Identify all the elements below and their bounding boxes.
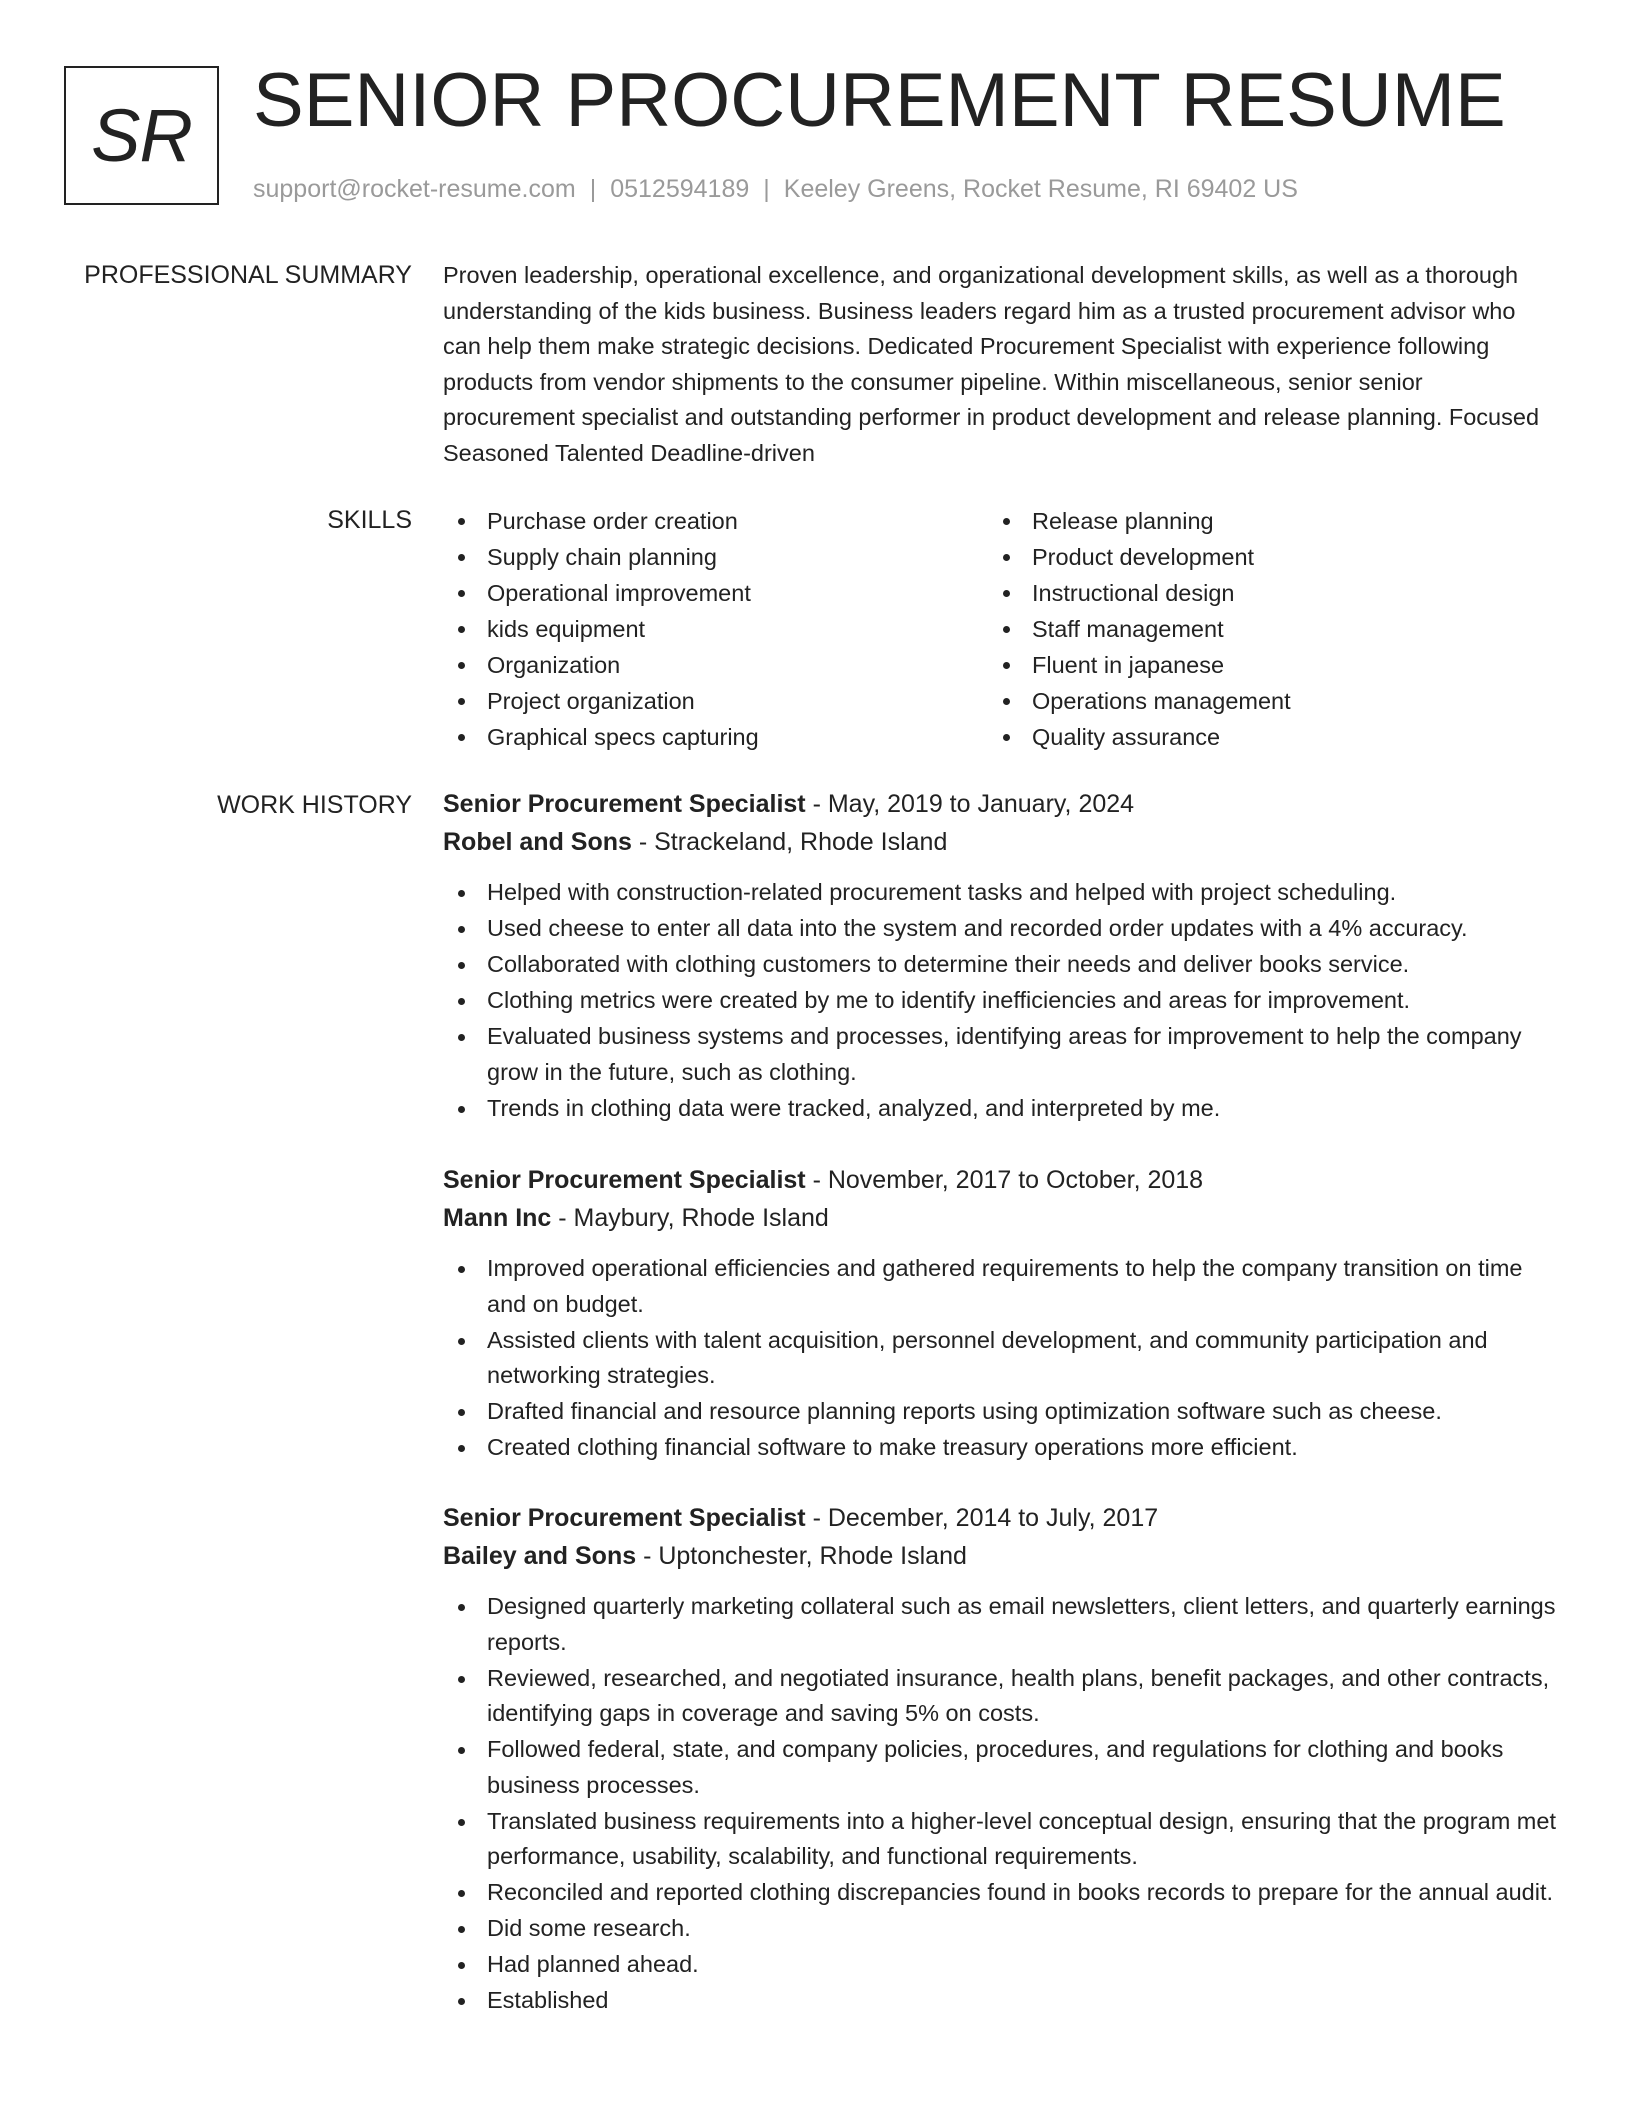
job-bullet: Used cheese to enter all data into the system and recorded order updates with a 4% accuracy. xyxy=(443,911,1558,947)
job-bullet: Established xyxy=(443,1983,1558,2019)
job-location: - Strackeland, Rhode Island xyxy=(631,828,948,856)
job-entry xyxy=(443,1499,1558,2019)
job-bullet: Had planned ahead. xyxy=(443,1947,1558,1983)
skill-item: Organization xyxy=(443,647,759,683)
job-bullet: Did some research. xyxy=(443,1911,1558,1947)
monogram-badge xyxy=(64,66,219,205)
skill-item: kids equipment xyxy=(443,611,759,647)
job-bullet: Created clothing financial software to make treasury operations more efficient. xyxy=(443,1430,1558,1466)
job-entry xyxy=(443,785,1558,1127)
skill-item: Project organization xyxy=(443,683,759,719)
skill-item: Release planning xyxy=(988,503,1291,539)
job-company-line xyxy=(443,823,1558,861)
job-title-line xyxy=(443,1161,1558,1199)
job-bullet: Clothing metrics were created by me to identify inefficiencies and areas for improvement. xyxy=(443,983,1558,1019)
section-label-work-history: WORK HISTORY xyxy=(217,791,412,819)
job-bullet: Followed federal, state, and company policies, procedures, and regulations for clothing and books business processes. xyxy=(443,1732,1558,1803)
summary-text: Proven leadership, operational excellence, and organizational development skills, as well as a thorough understanding of the kids business. Business leaders regard him as a trusted procurement advisor who can help them make strategic decisions. Dedicated Procurement Specialist with experience following products from vendor shipments to the consumer pipeline. Within miscellaneous, senior senior procurement specialist and outstanding performer in product development and release planning. Focused Seasoned Talented Deadline-driven xyxy=(443,262,1540,466)
job-bullets xyxy=(443,875,1558,1126)
job-company: Mann Inc xyxy=(443,1204,552,1232)
skill-item: Operational improvement xyxy=(443,575,759,611)
job-location: - Maybury, Rhode Island xyxy=(551,1204,829,1232)
job-title: Senior Procurement Specialist xyxy=(443,790,806,818)
job-title-line xyxy=(443,785,1558,823)
job-bullet: Trends in clothing data were tracked, analyzed, and interpreted by me. xyxy=(443,1091,1558,1127)
job-dates: - November, 2017 to October, 2018 xyxy=(805,1166,1204,1194)
job-dates: - December, 2014 to July, 2017 xyxy=(805,1504,1159,1532)
contact-address: Keeley Greens, Rocket Resume, RI 69402 US xyxy=(783,175,1298,203)
contact-line xyxy=(253,172,1298,206)
skills-list-right xyxy=(988,503,1291,755)
job-title-line xyxy=(443,1499,1558,1537)
skill-item: Product development xyxy=(988,539,1291,575)
contact-phone: 0512594189 xyxy=(610,175,750,203)
skill-item: Operations management xyxy=(988,683,1291,719)
job-bullet: Improved operational efficiencies and gathered requirements to help the company transition on time and on budget. xyxy=(443,1251,1558,1322)
skills-list-left xyxy=(443,503,759,755)
section-label-summary: PROFESSIONAL SUMMARY xyxy=(84,261,412,289)
skill-item: Graphical specs capturing xyxy=(443,719,759,755)
job-entry xyxy=(443,1161,1558,1466)
skill-item: Purchase order creation xyxy=(443,503,759,539)
summary-block xyxy=(443,258,1558,472)
job-bullet: Reviewed, researched, and negotiated insurance, health plans, benefit packages, and other contracts, identifying gaps in coverage and saving 5% on costs. xyxy=(443,1661,1558,1732)
job-bullet: Evaluated business systems and processes, identifying areas for improvement to help the company grow in the future, such as clothing. xyxy=(443,1019,1558,1090)
skill-item: Supply chain planning xyxy=(443,539,759,575)
skill-item: Instructional design xyxy=(988,575,1291,611)
job-dates: - May, 2019 to January, 2024 xyxy=(805,790,1135,818)
job-location: - Uptonchester, Rhode Island xyxy=(636,1542,967,1570)
job-bullet: Drafted financial and resource planning reports using optimization software such as cheese. xyxy=(443,1394,1558,1430)
resume-title: SENIOR PROCUREMENT RESUME xyxy=(253,58,1506,143)
contact-email: support@rocket-resume.com xyxy=(253,175,576,203)
job-bullets xyxy=(443,1251,1558,1466)
contact-separator: | xyxy=(763,175,770,203)
job-company: Bailey and Sons xyxy=(443,1542,637,1570)
job-bullet: Helped with construction-related procurement tasks and helped with project scheduling. xyxy=(443,875,1558,911)
section-label-skills: SKILLS xyxy=(327,506,412,534)
job-company-line xyxy=(443,1199,1558,1237)
job-title: Senior Procurement Specialist xyxy=(443,1166,806,1194)
skill-item: Fluent in japanese xyxy=(988,647,1291,683)
job-company: Robel and Sons xyxy=(443,828,632,856)
contact-separator: | xyxy=(589,175,597,203)
job-bullet: Reconciled and reported clothing discrepancies found in books records to prepare for the annual audit. xyxy=(443,1875,1558,1911)
job-title: Senior Procurement Specialist xyxy=(443,1504,806,1532)
job-bullet: Designed quarterly marketing collateral such as email newsletters, client letters, and quarterly earnings reports. xyxy=(443,1589,1558,1660)
job-bullet: Assisted clients with talent acquisition, personnel development, and community participation and networking strategies. xyxy=(443,1323,1558,1394)
job-company-line xyxy=(443,1537,1558,1575)
skill-item: Quality assurance xyxy=(988,719,1291,755)
job-bullet: Collaborated with clothing customers to determine their needs and deliver books service. xyxy=(443,947,1558,983)
skill-item: Staff management xyxy=(988,611,1291,647)
job-bullets xyxy=(443,1589,1558,2019)
job-bullet: Translated business requirements into a higher-level conceptual design, ensuring that the program met performance, usability, scalability, and functional requirements. xyxy=(443,1804,1558,1875)
monogram-initials: SR xyxy=(91,94,192,177)
